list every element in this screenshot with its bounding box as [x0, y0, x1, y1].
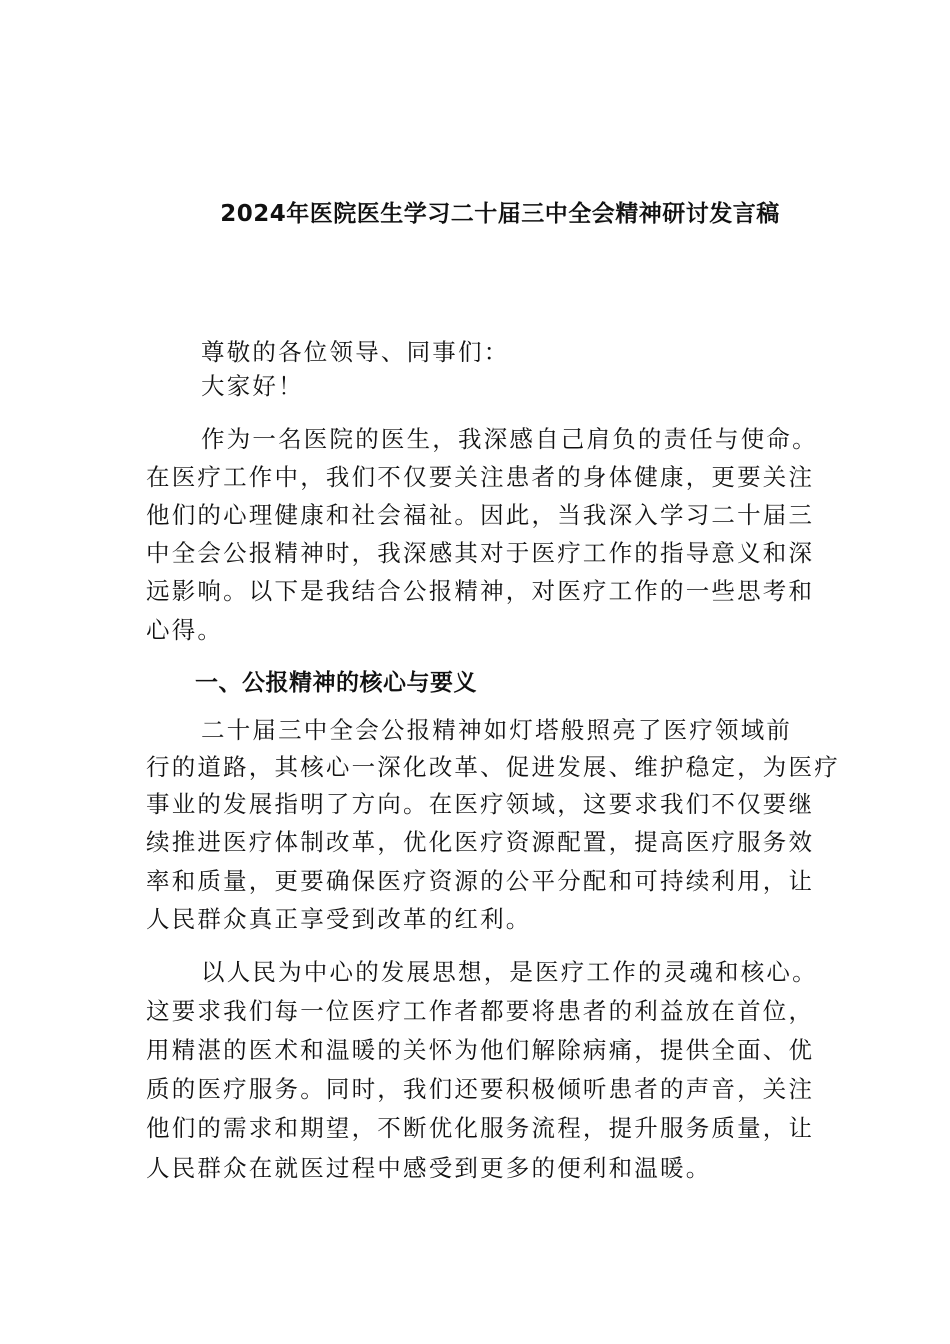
- document-title: 2024年医院医生学习二十届三中全会精神研讨发言稿: [220, 201, 780, 227]
- paragraph-3-line-1: 以人民为中心的发展思想，是医疗工作的灵魂和核心。: [201, 958, 818, 986]
- paragraph-3-line-5: 他们的需求和期望，不断优化服务流程，提升服务质量，让: [146, 1114, 815, 1142]
- paragraph-1-line-1: 作为一名医院的医生，我深感自己肩负的责任与使命。: [201, 425, 818, 453]
- paragraph-1-line-6: 心得。: [146, 616, 224, 644]
- paragraph-1-line-3: 他们的心理健康和社会福祉。因此，当我深入学习二十届三: [146, 501, 815, 529]
- paragraph-2-line-5: 率和质量，更要确保医疗资源的公平分配和可持续利用，让: [146, 867, 815, 895]
- salutation: 尊敬的各位领导、同事们：: [201, 338, 510, 366]
- greeting: 大家好！: [201, 372, 304, 400]
- paragraph-3-line-4: 质的医疗服务。同时，我们还要积极倾听患者的声音，关注: [146, 1075, 815, 1103]
- paragraph-2-line-4: 续推进医疗体制改革，优化医疗资源配置，提高医疗服务效: [146, 828, 815, 856]
- paragraph-3-line-6: 人民群众在就医过程中感受到更多的便利和温暖。: [146, 1154, 712, 1182]
- paragraph-2-line-1: 二十届三中全会公报精神如灯塔般照亮了医疗领域前: [201, 716, 793, 744]
- paragraph-1-line-4: 中全会公报精神时，我深感其对于医疗工作的指导意义和深: [146, 539, 815, 567]
- paragraph-1-line-5: 远影响。以下是我结合公报精神，对医疗工作的一些思考和: [146, 577, 815, 605]
- paragraph-3-line-2: 这要求我们每一位医疗工作者都要将患者的利益放在首位，: [146, 997, 815, 1025]
- paragraph-2-line-6: 人民群众真正享受到改革的红利。: [146, 905, 532, 933]
- paragraph-2-line-3: 事业的发展指明了方向。在医疗领域，这要求我们不仅要继: [146, 790, 815, 818]
- paragraph-1-line-2: 在医疗工作中，我们不仅要关注患者的身体健康，更要关注: [146, 463, 815, 491]
- section-1-heading: 一、公报精神的核心与要义: [195, 670, 477, 696]
- paragraph-2-line-2: 行的道路，其核心一深化改革、促进发展、维护稳定，为医疗: [146, 753, 840, 781]
- paragraph-3-line-3: 用精湛的医术和温暖的关怀为他们解除病痛，提供全面、优: [146, 1036, 815, 1064]
